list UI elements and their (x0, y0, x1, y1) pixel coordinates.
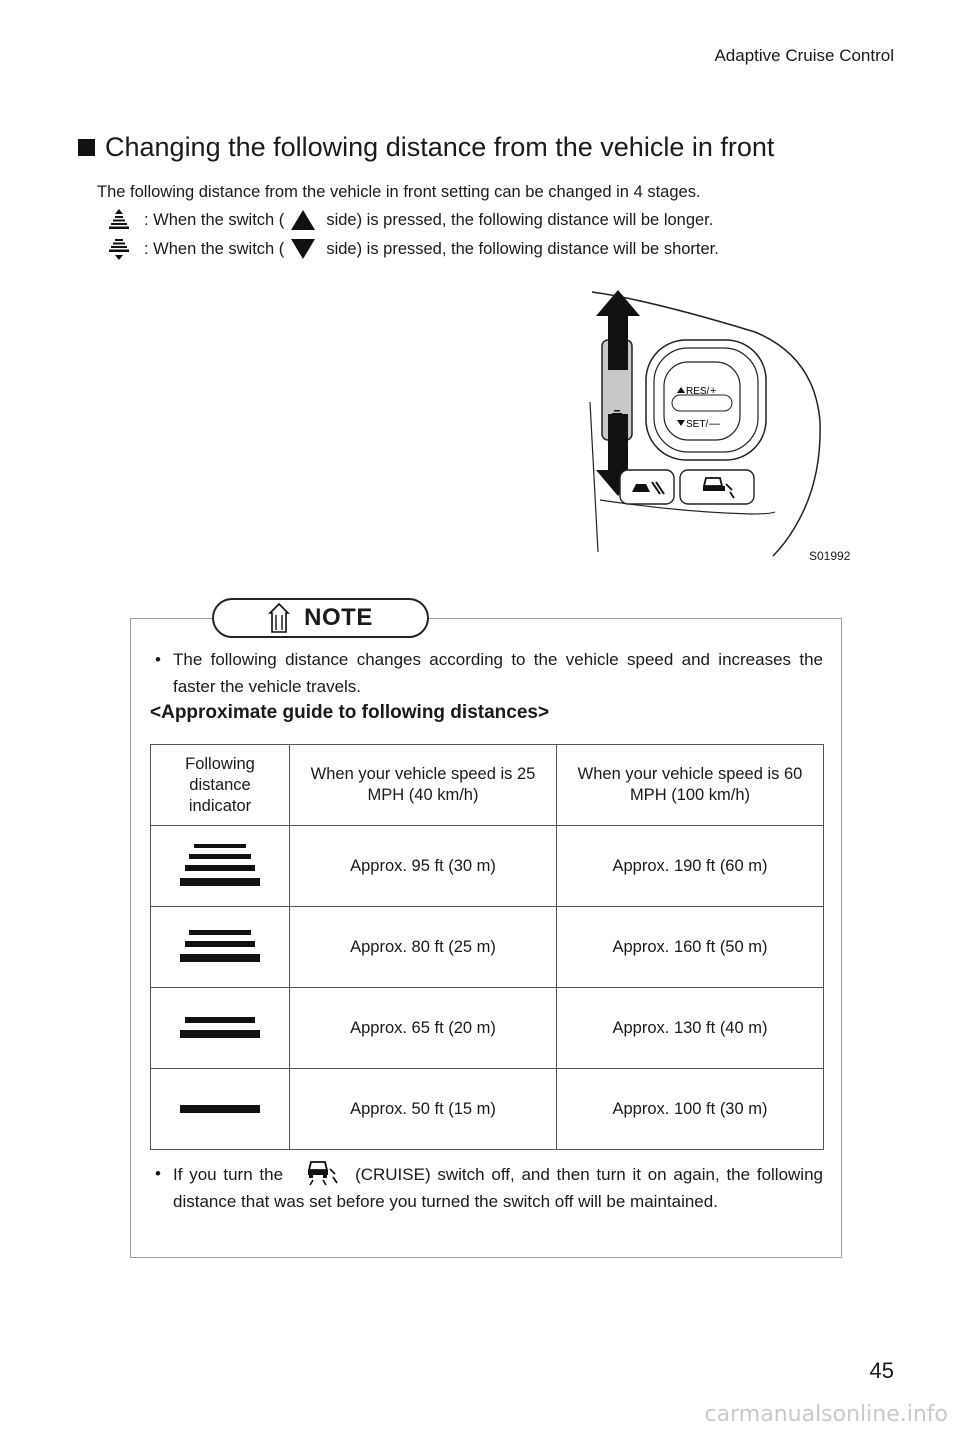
note-label: NOTE (304, 604, 373, 631)
section-heading (78, 132, 774, 163)
table-subheading: <Approximate guide to following distances> (150, 702, 550, 723)
distance-indicator-4-bars-icon (180, 844, 260, 888)
indicator-cell (151, 907, 290, 988)
steering-switch-illustration (580, 282, 830, 562)
note-bullet-1 (155, 646, 823, 700)
distance-indicator-3-bars-icon (180, 930, 260, 964)
speed25-value: Approx. 95 ft (30 m) (290, 826, 557, 907)
figure-caption: S01992 (809, 549, 851, 563)
square-bullet-icon (78, 139, 95, 156)
triangle-down-icon (290, 238, 316, 260)
indicator-cell (151, 988, 290, 1069)
rule-longer (108, 208, 713, 232)
distance-longer-icon (108, 208, 130, 232)
rule-shorter-prefix: : When the switch ( (144, 239, 285, 258)
set-label: SET/ (686, 419, 709, 430)
rule-shorter (108, 237, 719, 261)
speed25-value: Approx. 50 ft (15 m) (290, 1069, 557, 1150)
cruise-icon (299, 1160, 341, 1186)
svg-text:—: — (709, 418, 720, 430)
speed25-value: Approx. 65 ft (20 m) (290, 988, 557, 1069)
indicator-cell (151, 826, 290, 907)
note-icon (268, 603, 290, 633)
speed60-value: Approx. 190 ft (60 m) (557, 826, 824, 907)
rule-longer-suffix: side) is pressed, the following distance will be longer. (326, 210, 714, 229)
triangle-up-icon (290, 209, 316, 231)
section-heading-text: Changing the following distance from the vehicle in front (105, 132, 775, 162)
distance-indicator-2-bars-icon (180, 1017, 260, 1039)
speed25-value: Approx. 80 ft (25 m) (290, 907, 557, 988)
header-speed-25: When your vehicle speed is 25 MPH (40 km/h) (290, 745, 557, 826)
bullet-dot-icon: • (155, 1164, 161, 1183)
footer-watermark: carmanualsonline.info (704, 1402, 948, 1427)
running-header: Adaptive Cruise Control (714, 46, 894, 65)
table-row (151, 907, 824, 988)
speed60-value: Approx. 130 ft (40 m) (557, 988, 824, 1069)
note-bullet-2-after: (CRUISE) switch off, and then turn it on again, the following distance that was set before you turned the switch off will be maintained. (173, 1165, 823, 1211)
speed60-value: Approx. 160 ft (50 m) (557, 907, 824, 988)
rule-shorter-suffix: side) is pressed, the following distance will be shorter. (326, 239, 719, 258)
note-tab (212, 598, 429, 638)
following-distance-table (150, 744, 824, 1150)
table-row (151, 826, 824, 907)
note-bullet-2 (155, 1160, 823, 1215)
table-row (151, 988, 824, 1069)
speed60-value: Approx. 100 ft (30 m) (557, 1069, 824, 1150)
header-indicator: Following distance indicator (151, 745, 290, 826)
note-bullet-1-text: The following distance changes according to the vehicle speed and increases the faster the vehicle travels. (173, 650, 823, 696)
svg-text:+: + (710, 385, 717, 397)
note-bullet-2-before: If you turn the (173, 1165, 284, 1184)
page-number: 45 (869, 1358, 894, 1383)
table-row (151, 1069, 824, 1150)
res-label: RES/ (686, 386, 710, 397)
intro-text: The following distance from the vehicle in front setting can be changed in 4 stages. (97, 183, 701, 201)
rule-longer-prefix: : When the switch ( (144, 210, 285, 229)
bullet-dot-icon: • (155, 650, 161, 669)
indicator-cell (151, 1069, 290, 1150)
distance-indicator-1-bar-icon (180, 1104, 260, 1114)
header-speed-60: When your vehicle speed is 60 MPH (100 km/h) (557, 745, 824, 826)
table-header-row (151, 745, 824, 826)
distance-shorter-icon (108, 237, 130, 261)
